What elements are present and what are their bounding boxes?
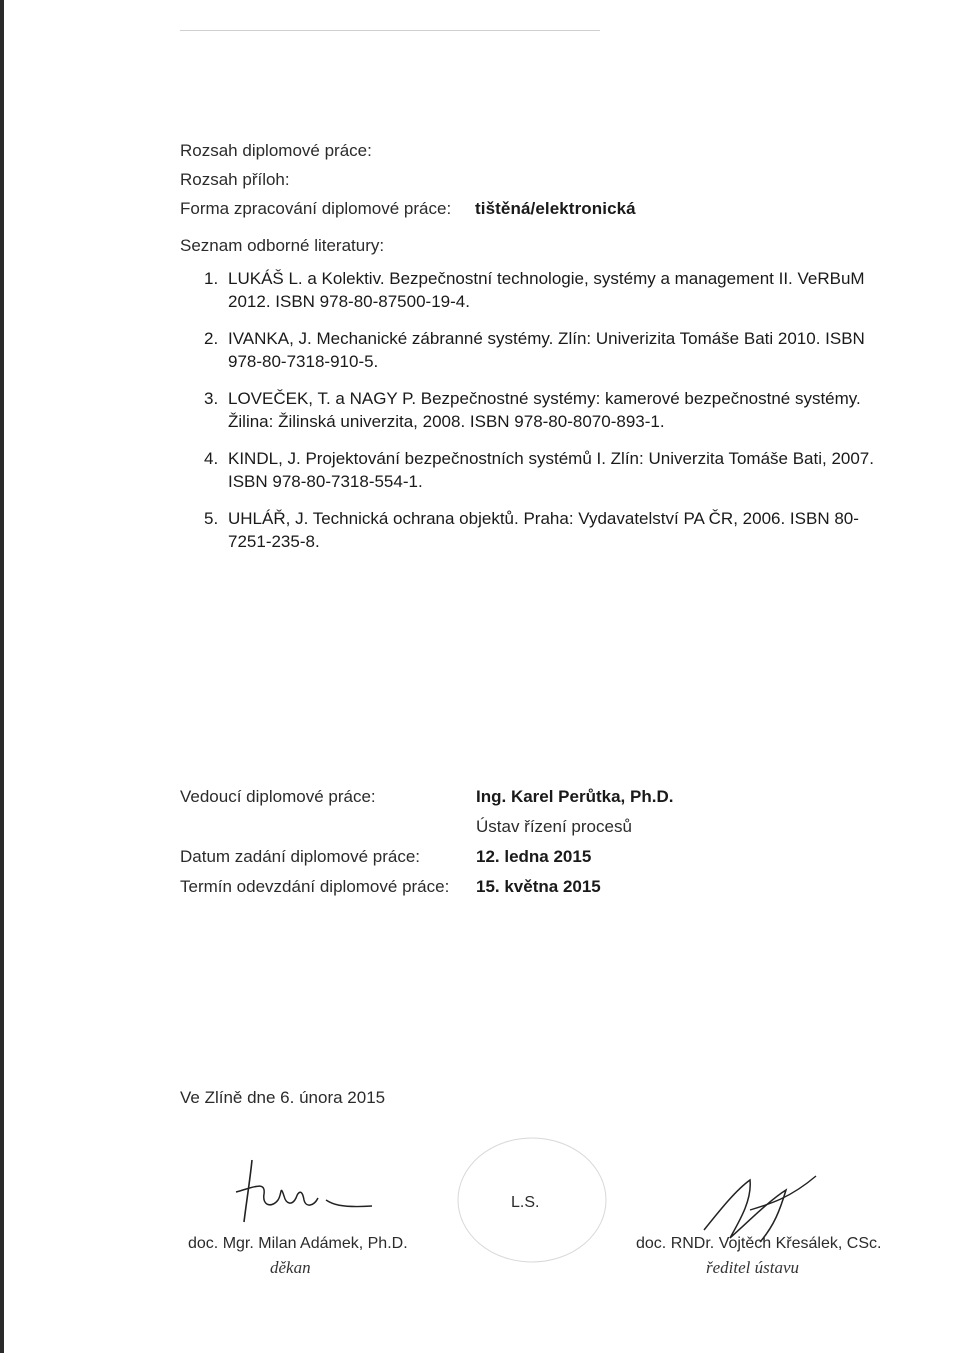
list-item-text: UHLÁŘ, J. Technická ochrana objektů. Praha: Vydavatelství PA ČR, 2006. ISBN 80-7251-235-8. [228, 509, 859, 551]
dean-signature [222, 1150, 382, 1230]
list-item [204, 507, 884, 553]
list-item [204, 327, 884, 373]
list-item [204, 447, 884, 493]
supervisor-department: Ústav řízení procesů [476, 817, 632, 836]
assigned-date-label: Datum zadání diplomové práce: [180, 847, 421, 866]
assignment-block [180, 782, 673, 902]
list-item-number: 1. [204, 269, 219, 288]
scan-edge [0, 0, 4, 1353]
supervisor-label: Vedoucí diplomové práce: [180, 787, 376, 806]
list-item [204, 387, 884, 433]
due-date-row [180, 872, 673, 902]
meta-row-prilohy [180, 165, 636, 194]
label-forma: Forma zpracování diplomové práce: [180, 199, 452, 218]
list-item-number: 2. [204, 329, 219, 348]
literature-list [204, 267, 884, 567]
label-rozsah-priloh: Rozsah příloh: [180, 170, 290, 189]
list-item-text: LOVEČEK, T. a NAGY P. Bezpečnostné systémy: kamerové bezpečnostné systémy. Žilina: Žilinská univerzita, 2008. ISBN 978-80-8070-893-1. [228, 389, 861, 431]
director-role: ředitel ústavu [706, 1258, 800, 1277]
assigned-date-value: 12. ledna 2015 [476, 847, 592, 866]
list-item-number: 5. [204, 509, 219, 528]
label-rozsah-prace: Rozsah diplomové práce: [180, 141, 372, 160]
assigned-date-row [180, 842, 673, 872]
place-and-date: Ve Zlíně dne 6. února 2015 [180, 1088, 386, 1107]
stamp-ls-label: L.S. [511, 1194, 540, 1211]
due-date-value: 15. května 2015 [476, 877, 601, 896]
list-item-number: 3. [204, 389, 219, 408]
list-item-number: 4. [204, 449, 219, 468]
supervisor-name: Ing. Karel Perůtka, Ph.D. [476, 787, 674, 806]
thesis-meta [180, 136, 636, 223]
supervisor-row [180, 782, 673, 812]
literature-heading: Seznam odborné literatury: [180, 236, 385, 255]
meta-row-rozsah [180, 136, 636, 165]
due-date-label: Termín odevzdání diplomové práce: [180, 877, 450, 896]
director-name: doc. RNDr. Vojtěch Křesálek, CSc. [636, 1235, 882, 1252]
scan-top-line [180, 30, 600, 31]
list-item-text: KINDL, J. Projektování bezpečnostních systémů I. Zlín: Univerzita Tomáše Bati, 2007. ISBN 978-80-7318-554-1. [228, 449, 874, 491]
meta-row-forma [180, 194, 636, 223]
value-forma: tištěná/elektronická [475, 199, 636, 218]
dean-name: doc. Mgr. Milan Adámek, Ph.D. [188, 1235, 408, 1252]
dean-role: děkan [270, 1258, 311, 1277]
list-item [204, 267, 884, 313]
list-item-text: LUKÁŠ L. a Kolektiv. Bezpečnostní technologie, systémy a management II. VeRBuM 2012. ISBN 978-80-87500-19-4. [228, 269, 865, 311]
list-item-text: IVANKA, J. Mechanické zábranné systémy. Zlín: Univerizita Tomáše Bati 2010. ISBN 978-80-7318-910-5. [228, 329, 865, 371]
